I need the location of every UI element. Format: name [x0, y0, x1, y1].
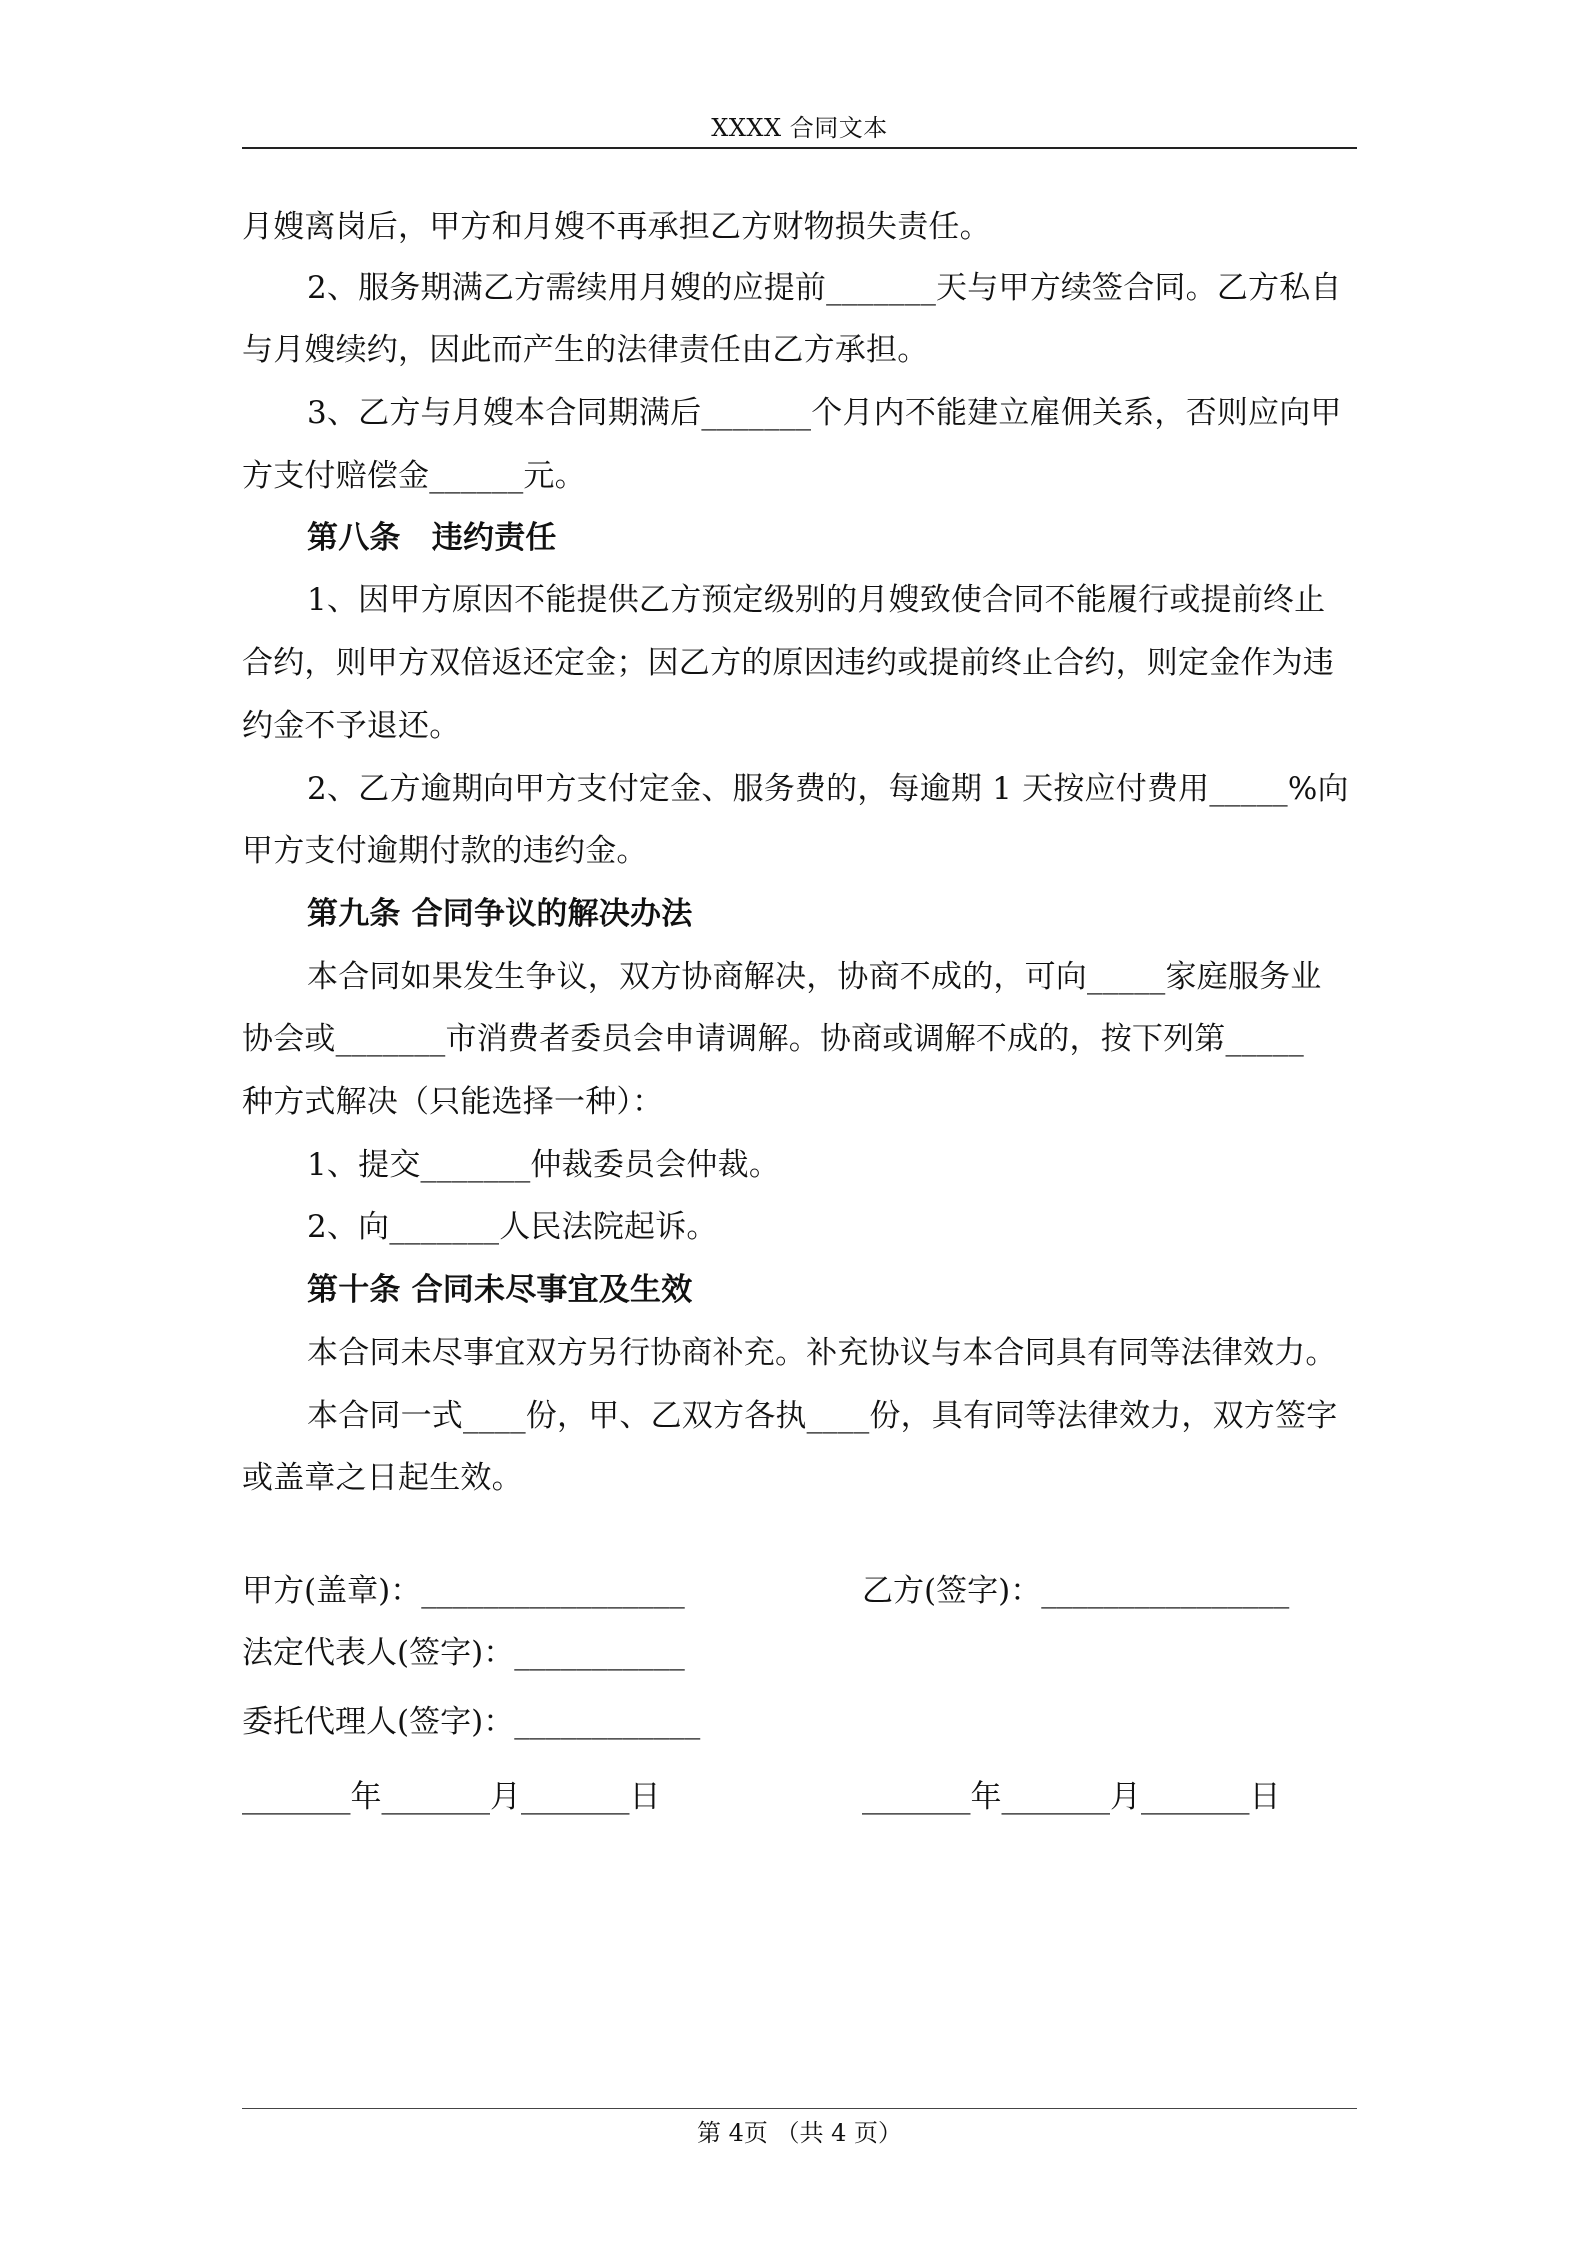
- legal-rep-signature-line: 法定代表人(签字)：___________: [242, 1635, 685, 1671]
- section-heading-9: 第九条 合同争议的解决办法: [307, 896, 693, 932]
- body-line-1: 月嫂离岗后，甲方和月嫂不再承担乙方财物损失责任。: [242, 209, 991, 245]
- party-a-seal-line: 甲方(盖章)：_________________: [242, 1573, 685, 1609]
- body-line-13: 本合同如果发生争议，双方协商解决，协商不成的，可向_____家庭服务业: [307, 959, 1322, 995]
- body-line-15: 种方式解决（只能选择一种）：: [242, 1084, 664, 1120]
- party-b-date-line: _______年_______月_______日: [862, 1779, 1281, 1815]
- body-line-4: 3、乙方与月嫂本合同期满后_______个月内不能建立雇佣关系，否则应向甲: [307, 395, 1342, 431]
- body-line-20: 本合同一式____份，甲、乙双方各执____份，具有同等法律效力，双方签字: [307, 1398, 1338, 1434]
- section-heading-10: 第十条 合同未尽事宜及生效: [307, 1272, 693, 1308]
- body-line-8: 合约，则甲方双倍返还定金；因乙方的原因违约或提前终止合约，则定金作为违: [242, 645, 1334, 681]
- body-line-21: 或盖章之日起生效。: [242, 1460, 523, 1496]
- body-line-16: 1、提交_______仲裁委员会仲裁。: [307, 1147, 781, 1183]
- body-line-14: 协会或_______市消费者委员会申请调解。协商或调解不成的，按下列第_____: [242, 1021, 1304, 1057]
- page-header-title: XXXX 合同文本: [711, 114, 888, 142]
- body-line-11: 甲方支付逾期付款的违约金。: [242, 833, 648, 869]
- party-b-signature-line: 乙方(签字)：________________: [862, 1573, 1290, 1609]
- body-line-5: 方支付赔偿金______元。: [242, 458, 586, 494]
- agent-signature-line: 委托代理人(签字)：____________: [242, 1704, 701, 1740]
- party-a-date-line: _______年_______月_______日: [242, 1779, 661, 1815]
- page-number-footer: 第 4页 （共 4 页）: [696, 2119, 903, 2147]
- body-line-7: 1、因甲方原因不能提供乙方预定级别的月嫂致使合同不能履行或提前终止: [307, 582, 1326, 618]
- section-heading-8: 第八条 违约责任: [307, 520, 557, 556]
- header-divider: [242, 147, 1357, 149]
- body-line-9: 约金不予退还。: [242, 708, 461, 744]
- body-line-19: 本合同未尽事宜双方另行协商补充。补充协议与本合同具有同等法律效力。: [307, 1335, 1337, 1371]
- footer-divider: [242, 2108, 1357, 2109]
- body-line-17: 2、向_______人民法院起诉。: [307, 1209, 718, 1245]
- body-line-2: 2、服务期满乙方需续用月嫂的应提前_______天与甲方续签合同。乙方私自: [307, 270, 1342, 306]
- body-line-3: 与月嫂续约，因此而产生的法律责任由乙方承担。: [242, 332, 929, 368]
- body-line-10: 2、乙方逾期向甲方支付定金、服务费的，每逾期 1 天按应付费用_____%向: [307, 771, 1349, 807]
